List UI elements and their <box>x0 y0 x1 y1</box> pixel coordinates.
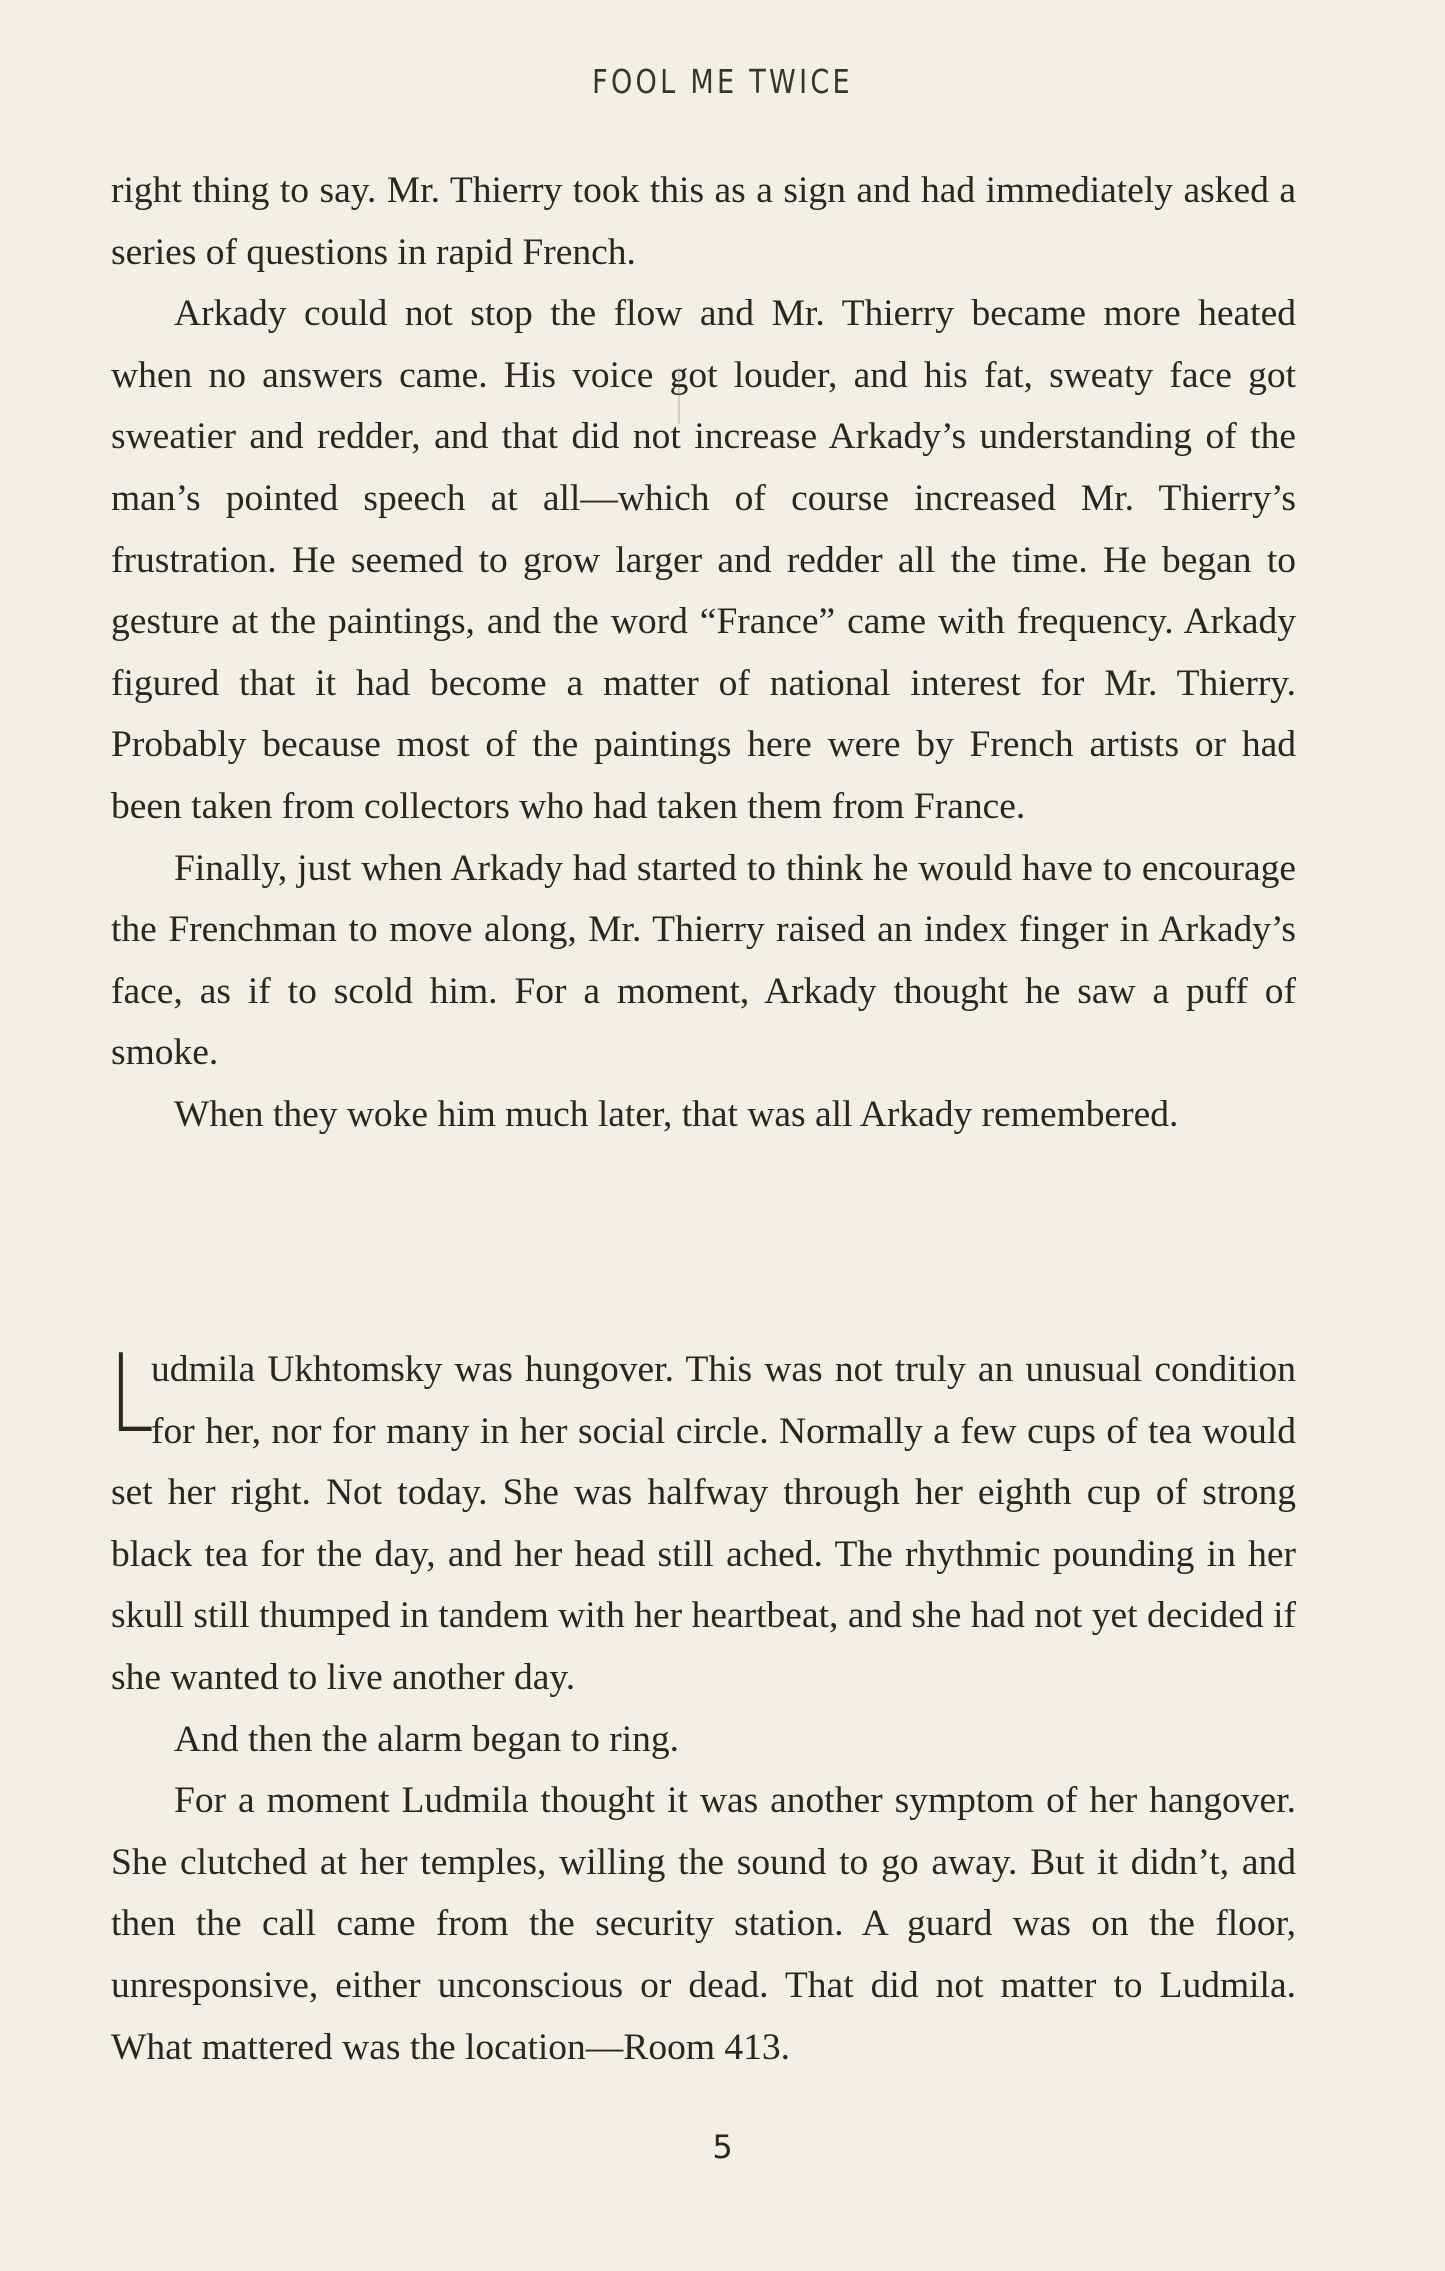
paragraph: right thing to say. Mr. Thierry took this as a sign and had immediately asked a series of questions in rapid French. <box>111 170 1296 273</box>
page-number: 5 <box>712 2128 733 2166</box>
paragraph: When they woke him much later, that was all Arkady remembered. <box>174 1093 1179 1135</box>
paragraph: And then the alarm began to ring. <box>174 1718 680 1760</box>
drop-cap: L <box>109 1332 155 1457</box>
paragraph-with-dropcap <box>109 1332 1296 1709</box>
text-section-arkady <box>111 160 1296 1146</box>
paragraph-text: udmila Ukhtomsky was hungover. This was not truly an unusual condition for her, nor for many in her social circle. Normally a few cups of tea would set her right. Not today. She was halfway through her eighth cup of strong black tea for the day, and her head still ached. The rhythmic pounding in her skull still thumped in tandem with her heartbeat, and she had not yet decided if she wanted to live another day. <box>111 1349 1296 1698</box>
running-head: FOOL ME TWICE <box>592 62 853 101</box>
paragraph: Finally, just when Arkady had started to think he would have to encourage the Frenchman to move along, Mr. Thierry raised an index finger in Arkady’s face, as if to scold him. For a moment, Arkady thought he saw a puff of smoke. <box>111 847 1296 1074</box>
scan-artifact <box>678 368 680 424</box>
text-section-ludmila <box>109 1332 1296 2078</box>
paragraph: For a moment Ludmila thought it was another symptom of her hangover. She clutched at her temples, willing the sound to go away. But it didn’t, and then the call came from the security station. A guard was on the floor, unresponsive, either unconscious or dead. That did not matter to Ludmila. What mattered was the location—Room 413. <box>111 1780 1296 2068</box>
paragraph: Arkady could not stop the flow and Mr. Thierry became more heated when no answers came. His voice got louder, and his fat, sweaty face got sweatier and redder, and that did not increase Arkady’s understanding of the man’s pointed speech at all—which of course increased Mr. Thierry’s frustration. He seemed to grow larger and redder all the time. He began to gesture at the paintings, and the word “France” came with frequency. Arkady figured that it had become a matter of national interest for Mr. Thierry. Probably because most of the paintings here were by French artists or had been taken from collectors who had taken them from France. <box>111 293 1296 827</box>
